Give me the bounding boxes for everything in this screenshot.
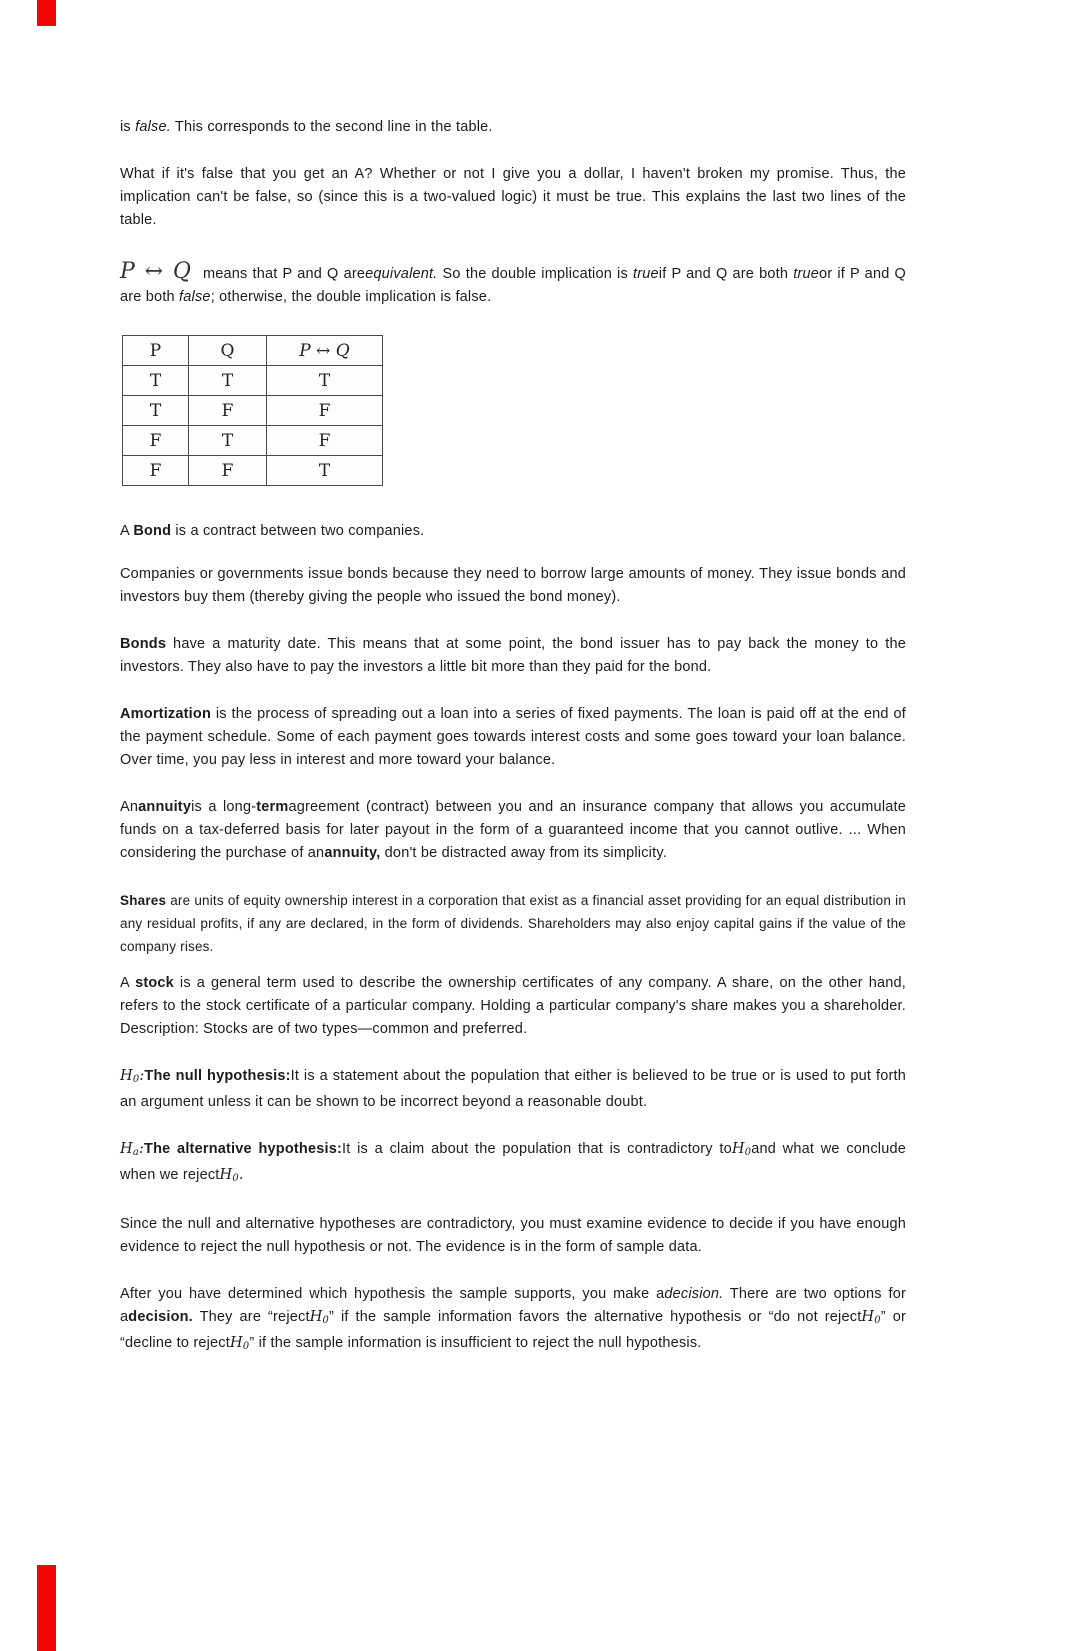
paragraph-alternative-hypothesis: Ha:The alternative hypothesis:It is a claim about the population that is contradictory toH0and what we conclude when we rejectH0.	[120, 1140, 906, 1184]
paragraph-false-implication: What if it's false that you get an A? Whether or not I give you a dollar, I haven't broken my promise. Thus, the implication can't be false, so (since this is a two-valued logic) it must be true. This explains the last two lines of the table.	[120, 166, 906, 228]
table-cell: T	[189, 426, 267, 456]
table-header-cell: P	[123, 336, 189, 366]
table-header-cell: Q	[189, 336, 267, 366]
paragraph-null-hypothesis: H0:The null hypothesis:It is a statement about the population that either is believed to be true or is used to put forth an argument unless it can be shown to be incorrect beyond a reasonable doubt.	[120, 1068, 906, 1110]
table-cell: T	[123, 366, 189, 396]
paragraph-companies-bonds: Companies or governments issue bonds because they need to borrow large amounts of money. They issue bonds and investors buy them (thereby giving the people who issued the bond money).	[120, 566, 906, 605]
paragraph-decision: After you have determined which hypothesis the sample supports, you make adecision. There are two options for adecision. They are “rejectH0” if the sample information favors the alternative hypothesis or “do not rejectH0” or “decline to rejectH0” if the sample information is insufficient to reject the null hypothesis.	[120, 1286, 906, 1352]
paragraph-shares: Shares are units of equity ownership interest in a corporation that exist as a financial asset providing for an equal distribution in any residual profits, if any are declared, in the form of dividends. Shareholders may also enjoy capital gains if the value of the company rises.	[120, 893, 906, 954]
table-header-row	[123, 336, 383, 366]
paragraph-amortization: Amortization is the process of spreading out a loan into a series of fixed payments. The loan is paid off at the end of the payment schedule. Some of each payment goes towards interest costs and some goes toward your loan balance. Over time, you pay less in interest and more toward your balance.	[120, 706, 906, 768]
table-header-cell: P ↔ Q	[267, 336, 383, 366]
paragraph-bonds-maturity: Bonds have a maturity date. This means that at some point, the bond issuer has to pay back the money to the investors. They also have to pay the investors a little bit more than they paid for the bond.	[120, 636, 906, 675]
page-edge-mark-bottom	[37, 1565, 56, 1651]
paragraph-bond-definition: A Bond is a contract between two companies.	[120, 523, 425, 539]
paragraph-hypotheses-contradictory: Since the null and alternative hypotheses are contradictory, you must examine evidence to decide if you have enough evidence to reject the null hypothesis or not. The evidence is in the form of sample data.	[120, 1216, 906, 1256]
paragraph-annuity: Anannuityis a long-termagreement (contract) between you and an insurance company that allows you accumulate funds on a tax-deferred basis for later payout in the form of a guaranteed income that you cannot outlive. ... When considering the purchase of anannuity, don't be distracted away from its simplicity.	[120, 799, 907, 861]
table-cell: F	[189, 456, 267, 486]
table-row	[123, 456, 383, 486]
table-cell: T	[267, 366, 383, 396]
page-edge-mark-top	[37, 0, 56, 26]
table-row	[123, 396, 383, 426]
table-cell: F	[123, 456, 189, 486]
table-row	[123, 426, 383, 456]
table-cell: T	[123, 396, 189, 426]
table-cell: F	[123, 426, 189, 456]
table-cell: F	[189, 396, 267, 426]
paragraph-second-line-table: is false. This corresponds to the second line in the table.	[120, 119, 493, 135]
document-content	[120, 116, 906, 1382]
table-row	[123, 366, 383, 396]
truth-table	[122, 335, 383, 486]
paragraph-double-implication: P ↔ Q means that P and Q areequivalent. So the double implication is trueif P and Q are both trueor if P and Q are both false; otherwise, the double implication is false.	[120, 259, 906, 305]
paragraph-stock: A stock is a general term used to describe the ownership certificates of any company. A share, on the other hand, refers to the stock certificate of a particular company. Holding a particular company's share makes you a shareholder. Description: Stocks are of two types—common and preferred.	[120, 975, 906, 1037]
table-cell: T	[189, 366, 267, 396]
table-cell: F	[267, 426, 383, 456]
table-cell: T	[267, 456, 383, 486]
table-cell: F	[267, 396, 383, 426]
